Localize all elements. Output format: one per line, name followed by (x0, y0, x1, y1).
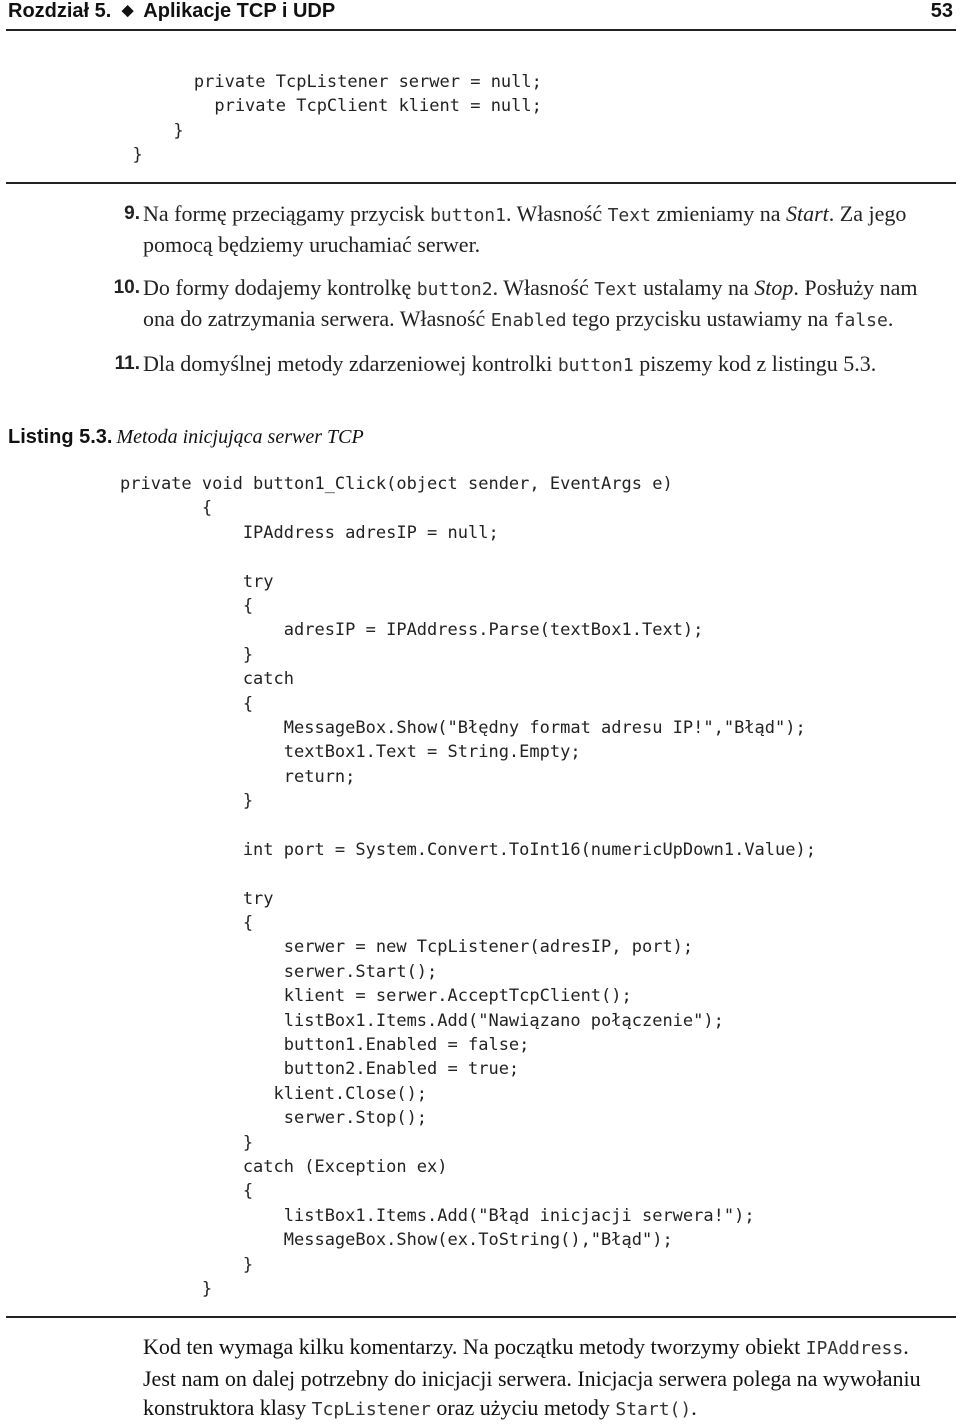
step-text (143, 351, 876, 376)
code-line: } (120, 644, 254, 665)
code-term: Start() (615, 1399, 692, 1420)
code-term: button1 (430, 205, 506, 226)
code-line: serwer = new TcpListener(adresIP, port); (120, 937, 694, 958)
code-line: textBox1.Text = String.Empty; (120, 742, 581, 763)
text-run: tego przycisku ustawiamy na (566, 305, 834, 331)
step-10 (100, 274, 930, 335)
code-line (120, 545, 816, 569)
code-line: serwer.Stop(); (120, 1108, 428, 1129)
code-line (120, 862, 816, 886)
chapter-name: Aplikacje TCP i UDP (143, 0, 336, 22)
code-line: klient.Close(); (120, 1083, 428, 1104)
code-line: { (120, 693, 254, 714)
code-line: { (120, 498, 213, 519)
code-line: IPAddress adresIP = null; (120, 522, 499, 543)
code-line: listBox1.Items.Add("Nawiązano połączenie"); (120, 1010, 724, 1031)
text-run: . Za jego pomocą będziemy uruchamiać serwer. (143, 201, 907, 257)
code-line: klient = serwer.AcceptTcpClient(); (120, 986, 632, 1007)
code-term: Text (594, 279, 638, 300)
running-header (8, 0, 953, 30)
code-term: IPAddress (805, 1338, 904, 1359)
text-run: ustalamy na (637, 275, 755, 300)
text-run: Do formy dodajemy kontrolkę (143, 275, 417, 300)
header-divider (6, 29, 956, 31)
italic-term: Start (785, 201, 829, 226)
code-line: } (120, 1132, 254, 1153)
code-line: try (120, 571, 274, 592)
code-line: private void button1_Click(object sender, EventArgs e) (120, 474, 673, 494)
code-line: MessageBox.Show(ex.ToString(),"Błąd"); (120, 1230, 673, 1251)
commentary-paragraph (143, 1332, 943, 1425)
code-line: button2.Enabled = true; (120, 1059, 520, 1080)
text-run: . Własność (505, 201, 608, 226)
code-term: TcpListener (311, 1399, 431, 1420)
section-divider (6, 182, 956, 184)
text-run: . (691, 1395, 697, 1420)
code-line: button1.Enabled = false; (120, 1034, 530, 1055)
step-number: 11. (114, 353, 140, 374)
step-9 (100, 200, 930, 259)
italic-term: Stop (754, 275, 794, 300)
listing-end-divider (6, 1316, 956, 1318)
code-line: { (120, 595, 254, 616)
listing-label: Listing 5.3. (8, 426, 113, 448)
step-number: 10. (113, 277, 140, 298)
code-line: MessageBox.Show("Błędny format adresu IP!","Błąd"); (120, 717, 806, 738)
continued-code-block (112, 70, 542, 168)
code-line: catch (Exception ex) (120, 1156, 448, 1177)
code-line: private TcpListener serwer = null; (112, 72, 542, 92)
code-line: adresIP = IPAddress.Parse(textBox1.Text); (120, 620, 704, 641)
code-line: catch (120, 669, 294, 690)
code-line: } (120, 1278, 213, 1299)
code-term: button2 (416, 279, 493, 300)
text-run: piszemy kod z listingu 5.3. (633, 351, 877, 376)
code-line: listBox1.Items.Add("Błąd inicjacji serwera!"); (120, 1205, 755, 1226)
text-run: . Jest nam on dalej potrzebny do inicjacji serwera. Inicjacja serwera polega na wywołaniu konstruktora klasy (143, 1334, 921, 1420)
diamond-icon: ◆ (121, 2, 134, 19)
code-term: Enabled (490, 309, 567, 331)
code-line: { (120, 1181, 254, 1202)
code-line (120, 813, 816, 837)
listing-code-block (120, 472, 816, 1301)
text-run: . (887, 305, 894, 331)
step-text (143, 275, 917, 331)
code-line: } (112, 145, 143, 166)
code-line: serwer.Start(); (120, 961, 438, 982)
code-line: } (120, 1254, 254, 1275)
code-line: return; (120, 766, 356, 787)
code-line: int port = System.Convert.ToInt16(numericUpDown1.Value); (120, 839, 816, 860)
listing-caption (8, 426, 364, 449)
chapter-title (8, 0, 335, 23)
page-number: 53 (930, 0, 953, 22)
text-run: . Posłuży nam ona do zatrzymania serwera. Własność (143, 275, 918, 331)
text-run: Na formę przeciągamy przycisk (143, 201, 431, 226)
chapter-label: Rozdział 5. (8, 0, 112, 22)
text-run: oraz użyciu metody (430, 1395, 616, 1420)
step-text (143, 201, 906, 257)
listing-title: Metoda inicjująca serwer TCP (116, 426, 364, 448)
code-term: button1 (557, 355, 634, 376)
text-run: Dla domyślnej metody zdarzeniowej kontrolki (143, 351, 558, 376)
step-11 (100, 350, 930, 381)
code-line: try (120, 888, 274, 909)
code-line: { (120, 913, 254, 934)
code-line: } (112, 120, 184, 141)
text-run: zmieniamy na (650, 201, 786, 226)
numbered-steps (100, 200, 930, 396)
code-term: false (833, 309, 888, 331)
code-line: private TcpClient klient = null; (112, 96, 542, 117)
code-line: } (120, 791, 254, 812)
text-run: . Własność (492, 275, 595, 300)
text-run: Kod ten wymaga kilku komentarzy. Na początku metody tworzymy obiekt (143, 1334, 806, 1359)
code-term: Text (607, 205, 651, 226)
step-number: 9. (124, 203, 140, 224)
